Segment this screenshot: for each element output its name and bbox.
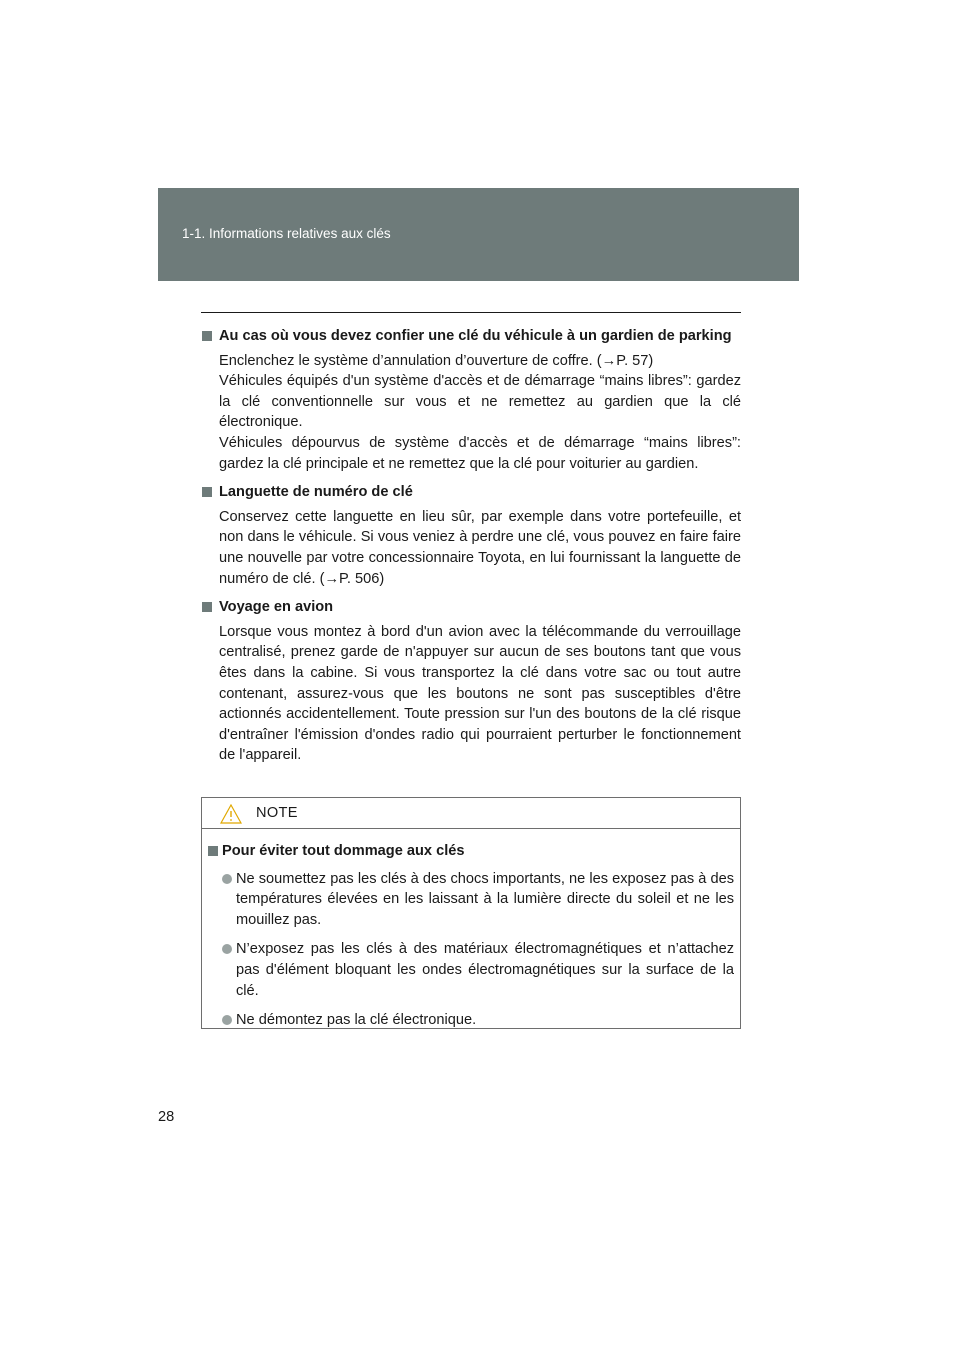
note-bullet [208, 939, 734, 1001]
main-content [201, 326, 741, 774]
note-box [201, 797, 741, 1029]
page-number: 28 [158, 1109, 175, 1125]
note-heading [208, 841, 734, 862]
section-heading-text: Voyage en avion [219, 599, 334, 616]
section-title: 1-1. Informations relatives aux clés [182, 226, 391, 241]
section-heading [201, 482, 741, 503]
section-heading [201, 597, 741, 618]
square-bullet-icon [202, 602, 212, 612]
square-bullet-icon [202, 331, 212, 341]
paragraph: Conservez cette languette en lieu sûr, par exemple dans votre portefeuille, et non dans le véhicule. Si vous veniez à perdre une clé, vous pouvez en faire faire une nouvelle par votre concessionnaire Toyota, en lui fournissant la languette de numéro de clé. (→P. 506) [219, 508, 741, 587]
round-bullet-icon [222, 874, 232, 884]
section-valet [201, 326, 741, 474]
square-bullet-icon [202, 487, 212, 497]
note-heading-text: Pour éviter tout dommage aux clés [222, 843, 465, 859]
paragraph: Véhicules dépourvus de système d'accès et de démarrage “mains libres”: gardez la clé principale et ne remettez que la clé pour voiturier au gardien. [219, 434, 741, 472]
section-heading-text: Au cas où vous devez confier une clé du véhicule à un gardien de parking [219, 328, 732, 344]
note-header [202, 798, 740, 829]
section-key-number-tag [201, 482, 741, 589]
chapter-header-band [158, 188, 799, 281]
paragraph: Véhicules équipés d'un système d'accès et de démarrage “mains libres”: gardez la clé conventionnelle sur vous et ne remettez au gardien que la clé électronique. [219, 373, 741, 431]
square-bullet-icon [208, 846, 218, 856]
note-bullet-text: N’exposez pas les clés à des matériaux électromagnétiques et n’attachez pas d'élément bloquant les ondes électromagnétiques sur la surface de la clé. [236, 941, 734, 999]
section-air-travel [201, 597, 741, 766]
note-title: NOTE [256, 805, 298, 821]
note-bullet-text: Ne démontez pas la clé électronique. [236, 1012, 477, 1029]
warning-triangle-icon [220, 804, 242, 824]
round-bullet-icon [222, 944, 232, 954]
section-heading [201, 326, 741, 347]
round-bullet-icon [222, 1015, 232, 1025]
top-divider [201, 312, 741, 313]
note-body [202, 829, 740, 1031]
note-bullet [208, 869, 734, 931]
paragraph: Lorsque vous montez à bord d'un avion avec la télécommande du verrouillage centralisé, prenez garde de n'appuyer sur aucun de ses boutons tant que vous êtes dans la cabine. Si vous transportez la clé dans votre sac ou tout autre contenant, assurez-vous que les boutons ne sont pas susceptibles d'être actionnés accidentellement. Toute pression sur l'un des boutons de la clé risque d'entraîner l'émission d'ondes radio qui pourraient perturber le fonctionnement de l'appareil. [219, 623, 741, 764]
section-heading-text: Languette de numéro de clé [219, 484, 413, 501]
paragraph: Enclenchez le système d’annulation d’ouverture de coffre. (→P. 57) [219, 352, 654, 369]
note-bullet-text: Ne soumettez pas les clés à des chocs importants, ne les exposez pas à des températures élevées en les laissant à la lumière directe du soleil et ne les mouillez pas. [236, 870, 734, 928]
note-bullet [208, 1010, 734, 1031]
